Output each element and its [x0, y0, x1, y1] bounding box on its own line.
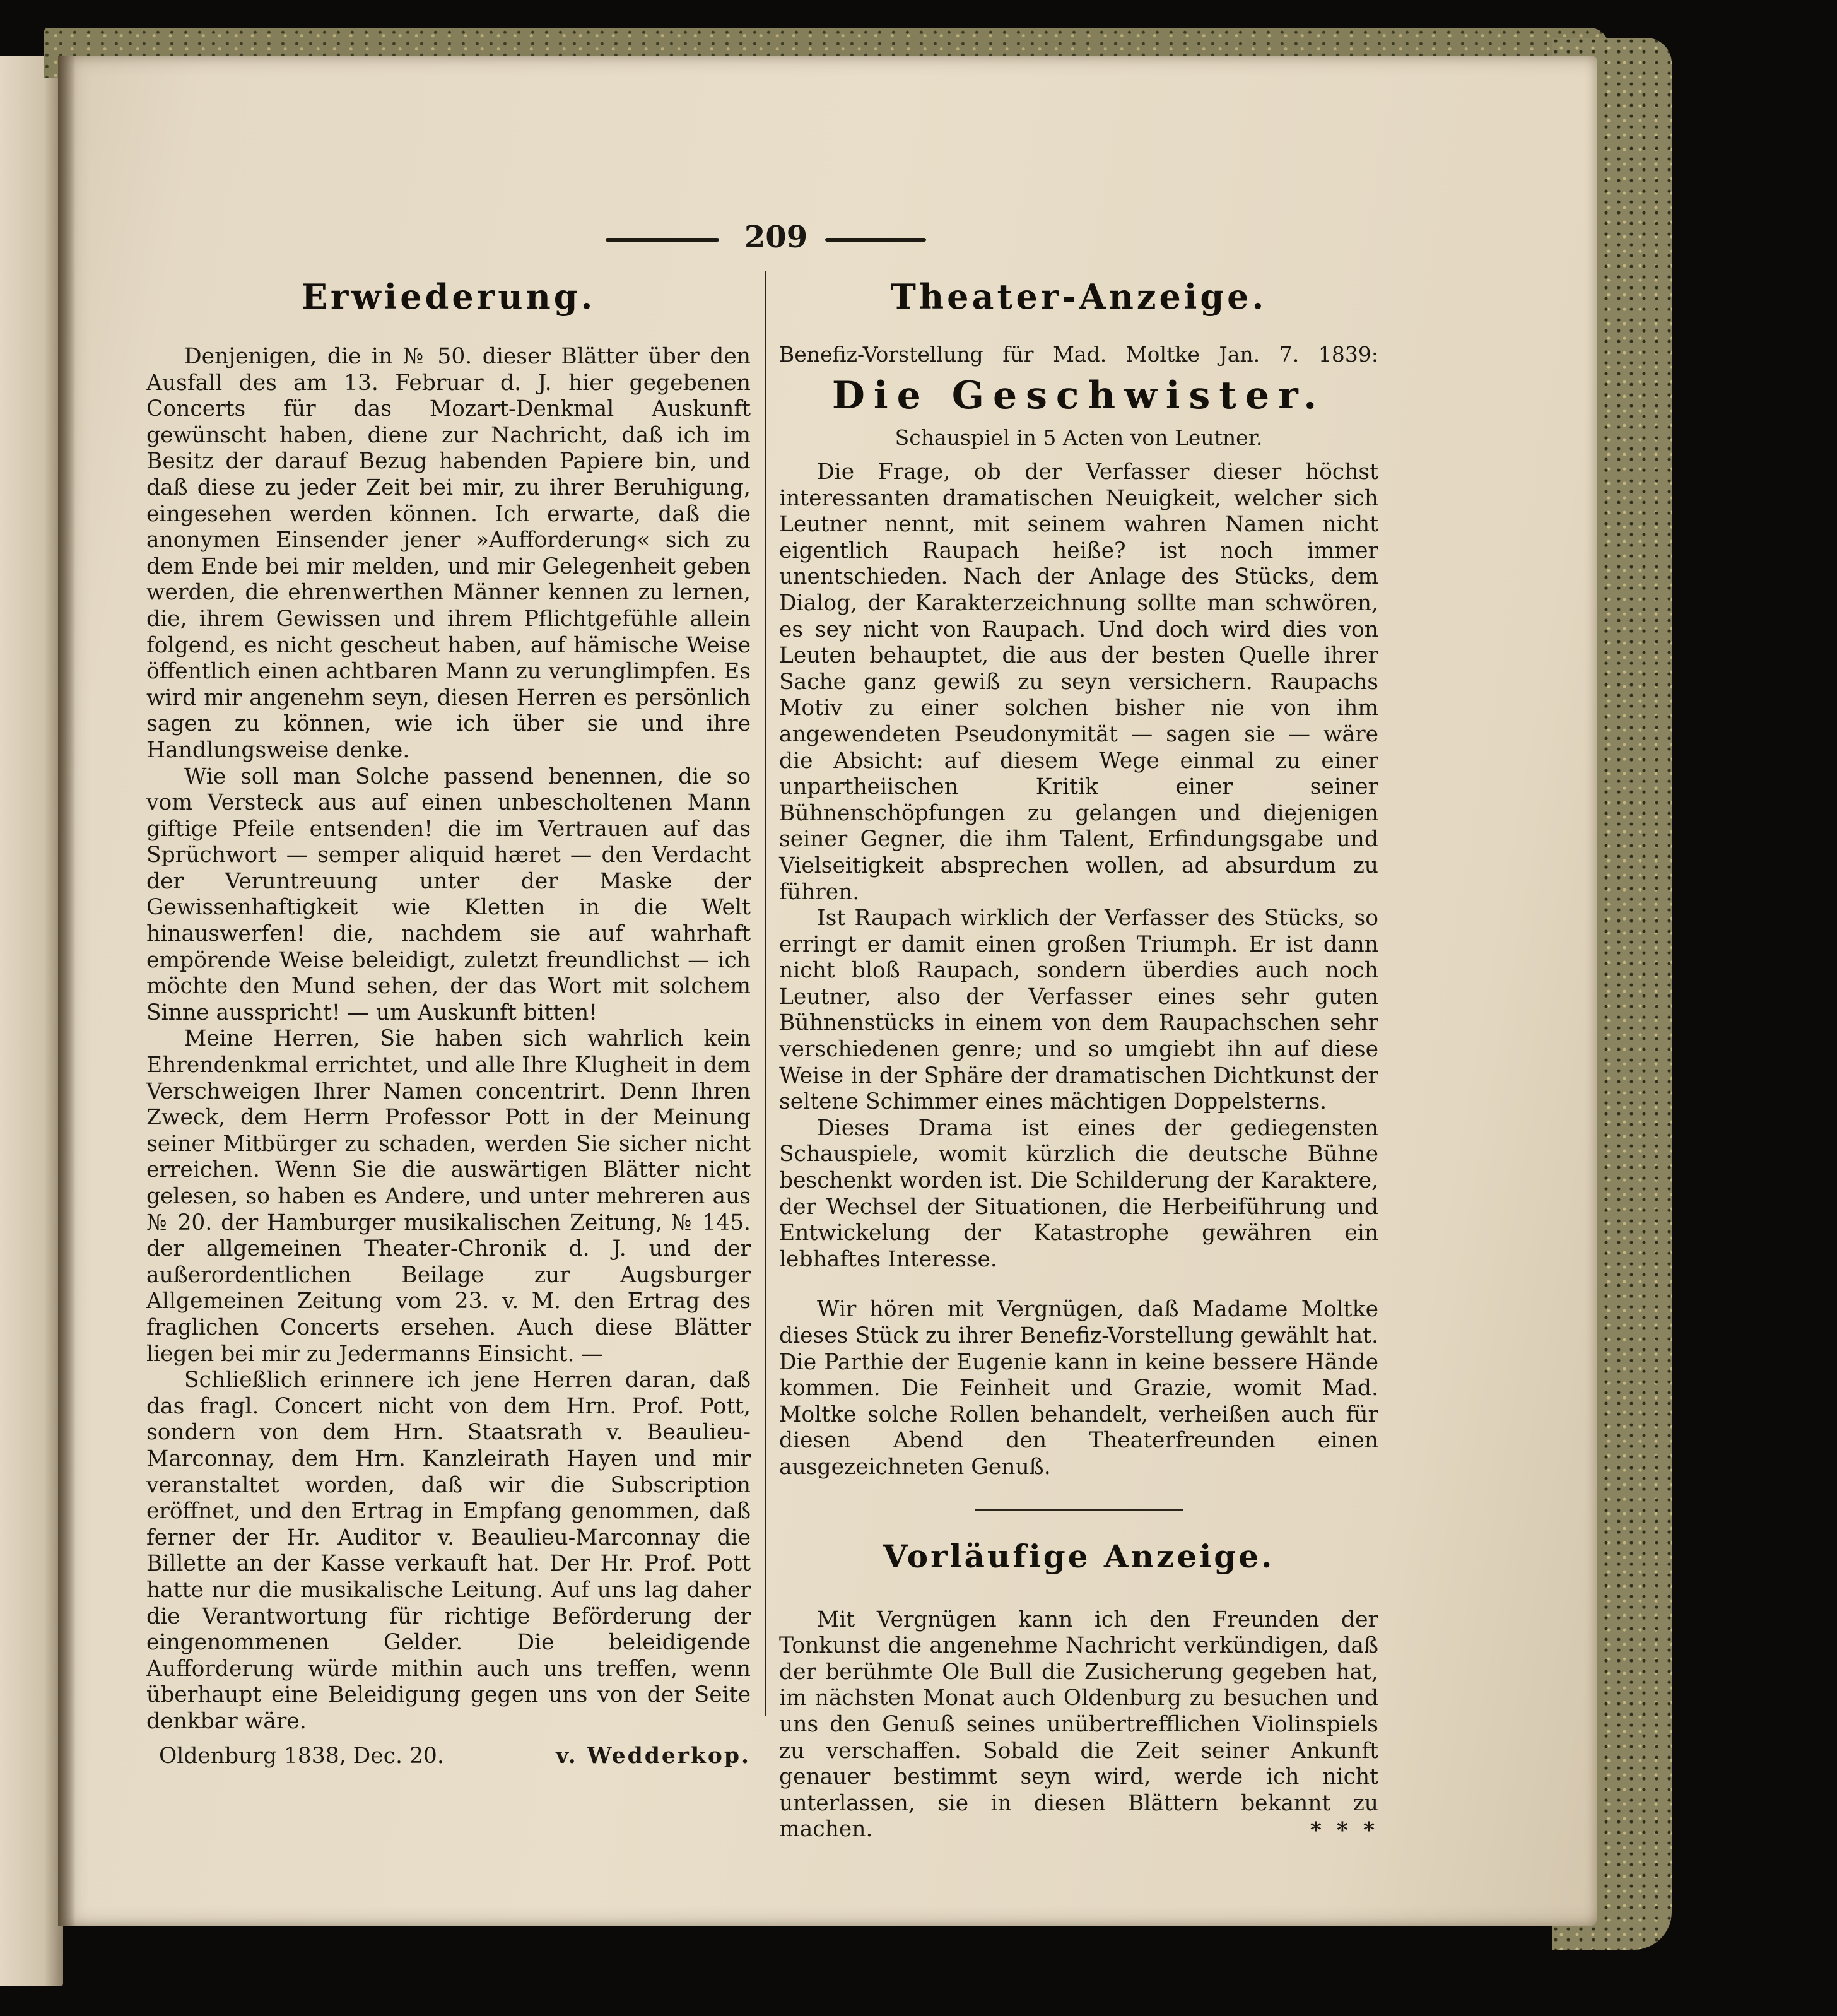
header-rule-left	[606, 238, 719, 242]
genre-line: Schauspiel in 5 Acten von Leutner.	[895, 425, 1263, 450]
notice-paragraph: Mit Vergnügen kann ich den Freunden der Tonkunst die angenehme Nachricht verkündigen, daß der berühmte Ole Bull die Zusicherung gegeben hat, im nächsten Monat auch Oldenburg zu besuchen und uns den Genuß seines unübertrefflichen Violinspiels zu verschaffen. Sobald die Zeit seiner Ankunft genauer bestimmt seyn wird, werde ich nicht unterlassen, sie in diesen Blättern bekannt zu machen.	[779, 1606, 1378, 1842]
signature-row	[146, 1743, 751, 1770]
author-signature: v. Wedderkop.	[556, 1743, 751, 1769]
notice-signature: * * *	[1310, 1817, 1378, 1843]
right-column	[779, 262, 1378, 1844]
column-divider	[765, 271, 766, 1716]
review-paragraph: Dieses Drama ist eines der gediegensten Schauspiele, womit kürzlich die deutsche Bühne beschenkt worden ist. Die Schilderung der Karaktere, der Wechsel der Situationen, die Herbeiführung und Entwickelung der Katastrophe gewähren ein lebhaftes Interesse.	[779, 1115, 1378, 1272]
play-title: Die Geschwister.	[831, 374, 1326, 418]
paragraph-gap	[779, 1273, 1378, 1297]
left-column	[146, 262, 751, 1770]
section-title: Theater-Anzeige.	[890, 276, 1267, 317]
article-title: Erwiederung.	[301, 276, 596, 317]
header-rule-right	[825, 238, 926, 242]
review-paragraph: Die Frage, ob der Verfasser dieser höchst interessanten dramatischen Neuigkeit, welcher sich Leutner nennt, mit seinem wahren Namen nicht eigentlich Raupach heiße? ist noch immer unentschieden. Nach der Anlage des Stücks, dem Dialog, der Karakterzeichnung sollte man schwören, es sey nicht von Raupach. Und doch wird dies von Leuten behauptet, die aus der besten Quelle ihrer Sache ganz gewiß zu seyn versichern. Raupachs Motiv zu einer solchen bisher nie von ihm angewendeten Pseudonymität — sagen sie — wäre die Absicht: auf diesem Wege einmal zu einer unpartheiischen Kritik einer seiner Bühnenschöpfungen zu gelangen und diejenigen seiner Gegner, die ihm Talent, Erfindungsgabe und Vielseitigkeit absprechen wollen, ad absurdum zu führen.	[779, 459, 1378, 905]
review-paragraph: Ist Raupach wirklich der Verfasser des Stücks, so erringt er damit einen großen Triumph. Er ist dann nicht bloß Raupach, sondern überdies auch noch Leutner, also der Verfasser eines sehr guten Bühnenstücks in einem von dem Raupachschen sehr verschiedenen genre; und so umgiebt ihn auf diese Weise in der Sphäre der dramatischen Dichtkunst der seltene Schimmer eines mächtigen Doppelsterns.	[779, 905, 1378, 1115]
left-page-edge	[0, 56, 63, 1986]
section-divider	[975, 1509, 1183, 1511]
article-paragraph: Meine Herren, Sie haben sich wahrlich kein Ehrendenkmal errichtet, und alle Ihre Klugheit in dem Verschweigen Ihrer Namen concentrirt. Denn Ihren Zweck, dem Herrn Professor Pott in der Meinung seiner Mitbürger zu schaden, werden Sie sicher nicht erreichen. Wenn Sie die auswärtigen Blätter nicht gelesen, so haben es Andere, und unter mehreren aus № 20. der Hamburger musikalischen Zeitung, № 145. der allgemeinen Theater-Chronik d. J. und der außerordentlichen Beilage zur Augsburger Allgemeinen Zeitung vom 23. v. M. den Ertrag des fraglichen Concerts ersehen. Auch diese Blätter liegen bei mir zu Jedermanns Einsicht. —	[146, 1026, 751, 1367]
place-date: Oldenburg 1838, Dec. 20.	[159, 1743, 444, 1769]
page-number: 209	[744, 220, 808, 255]
article-paragraph: Schließlich erinnere ich jene Herren daran, daß das fragl. Concert nicht von dem Hrn. Prof. Pott, sondern von dem Hrn. Staatsrath v. Beaulieu-Marconnay, dem Hrn. Kanzleirath Hayen und mir veranstaltet worden, daß wir die Subscription eröffnet, und den Ertrag in Empfang genommen, daß ferner der Hr. Auditor v. Beaulieu-Marconnay die Billette an der Kasse verkauft hat. Der Hr. Prof. Pott hatte nur die musikalische Leitung. Auf uns lag daher die Verantwortung für richtige Beförderung der eingenommenen Gelder. Die beleidigende Aufforderung würde mithin auch uns treffen, wenn überhaupt eine Beleidigung gegen uns von der Seite denkbar wäre.	[146, 1367, 751, 1734]
benefit-line: Benefiz-Vorstellung für Mad. Moltke Jan. 7. 1839:	[779, 342, 1378, 367]
notice-title: Vorläufige Anzeige.	[883, 1537, 1275, 1575]
review-paragraph: Wir hören mit Vergnügen, daß Madame Moltke dieses Stück zu ihrer Benefiz-Vorstellung gewählt hat. Die Parthie der Eugenie kann in keine bessere Hände kommen. Die Feinheit und Grazie, womit Mad. Moltke solche Rollen behandelt, verheißen auch für diesen Abend den Theaterfreunden einen ausgezeichneten Genuß.	[779, 1297, 1378, 1480]
article-paragraph: Wie soll man Solche passend benennen, die so vom Versteck aus auf einen unbescholtenen Mann giftige Pfeile entsenden! die im Vertrauen auf das Sprüchwort — semper aliquid hæret — den Verdacht der Veruntreuung unter der Maske der Gewissenhaftigkeit wie Kletten in die Welt hinauswerfen! die, nachdem sie auf wahrhaft empörende Weise beleidigt, zuletzt freundlichst — ich möchte den Mund sehen, der das Wort mit solchem Sinne ausspricht! — um Auskunft bitten!	[146, 763, 751, 1025]
binding-gutter	[58, 56, 76, 1926]
article-paragraph: Denjenigen, die in № 50. dieser Blätter über den Ausfall des am 13. Februar d. J. hier gegebenen Concerts für das Mozart-Denkmal Auskunft gewünscht haben, diene zur Nachricht, daß ich im Besitz der darauf Bezug habenden Papiere bin, und daß diese zu jeder Zeit bei mir, zu ihrer Beruhigung, eingesehen werden können. Ich erwarte, daß die anonymen Einsender jener »Aufforderung« sich zu dem Ende bei mir melden, und mir Gelegenheit geben werden, die ehrenwerthen Männer kennen zu lernen, die, ihrem Gewissen und ihrem Pflichtgefühle allein folgend, es nicht gescheut haben, auf hämische Weise öffentlich einen achtbaren Mann zu verunglimpfen. Es wird mir angenehm seyn, diesen Herren es persönlich sagen zu können, wie ich über sie und ihre Handlungsweise denke.	[146, 344, 751, 763]
